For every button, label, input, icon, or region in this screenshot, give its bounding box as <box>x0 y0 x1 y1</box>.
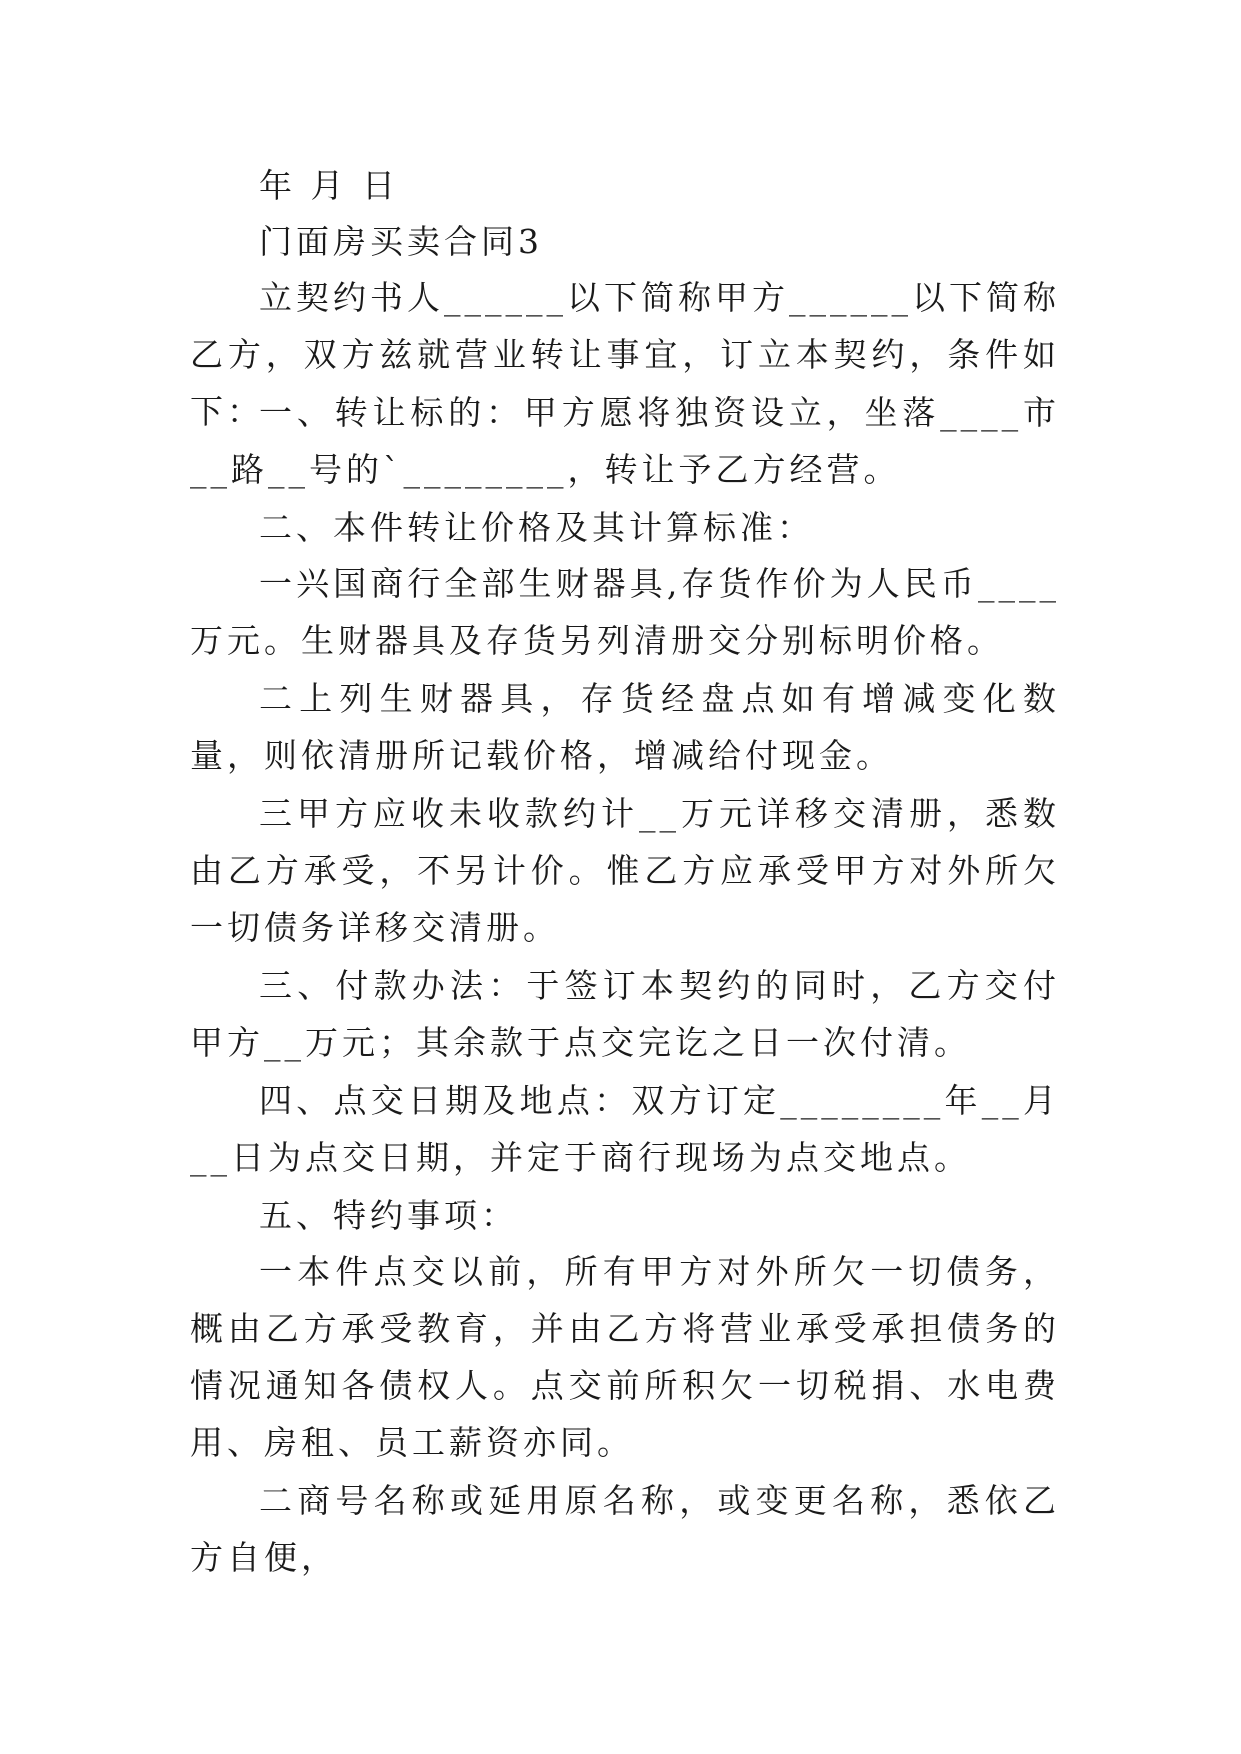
clause-price-heading: 二、本件转让价格及其计算标准： <box>259 508 814 547</box>
contract-title: 门面房买卖合同3 <box>259 222 543 261</box>
clause-price-item-1: 一兴国商行全部生财器具,存货作价为人民币____万元。生财器具及存货另列清册交分别标明价格。 <box>190 564 1060 660</box>
clause-payment-method: 三、付款办法：于签订本契约的同时，乙方交付甲方__万元；其余款于点交完讫之日一次付清。 <box>190 966 1060 1062</box>
clause-handover-date-place: 四、点交日期及地点：双方订定________年__月__日为点交日期，并定于商行现场为点交地点。 <box>190 1081 1060 1177</box>
clause-price-item-3: 三甲方应收未收款约计__万元详移交清册，悉数由乙方承受，不另计价。惟乙方应承受甲方对外所欠一切债务详移交清册。 <box>190 794 1060 947</box>
clause-special-term-2: 二商号名称或延用原名称，或变更名称，悉依乙方自便， <box>190 1481 1060 1577</box>
contract-intro-paragraph: 立契约书人______以下简称甲方______以下简称乙方，双方兹就营业转让事宜，订立本契约，条件如下： <box>190 278 1060 431</box>
clause-transfer-subject: 一、转让标的：甲方愿将独资设立，坐落____市__路__号的`________，转让予乙方经营。 <box>190 393 1060 489</box>
clause-price-item-2: 二上列生财器具，存货经盘点如有增减变化数量，则依清册所记载价格，增减给付现金。 <box>190 679 1060 775</box>
clause-special-terms-heading: 五、特约事项： <box>259 1196 518 1235</box>
clause-special-term-1: 一本件点交以前，所有甲方对外所欠一切债务，概由乙方承受教育，并由乙方将营业承受承担债务的情况通知各债权人。点交前所积欠一切税捐、水电费用、房租、员工薪资亦同。 <box>190 1252 1060 1462</box>
date-line: 年 月 日 <box>259 166 399 205</box>
